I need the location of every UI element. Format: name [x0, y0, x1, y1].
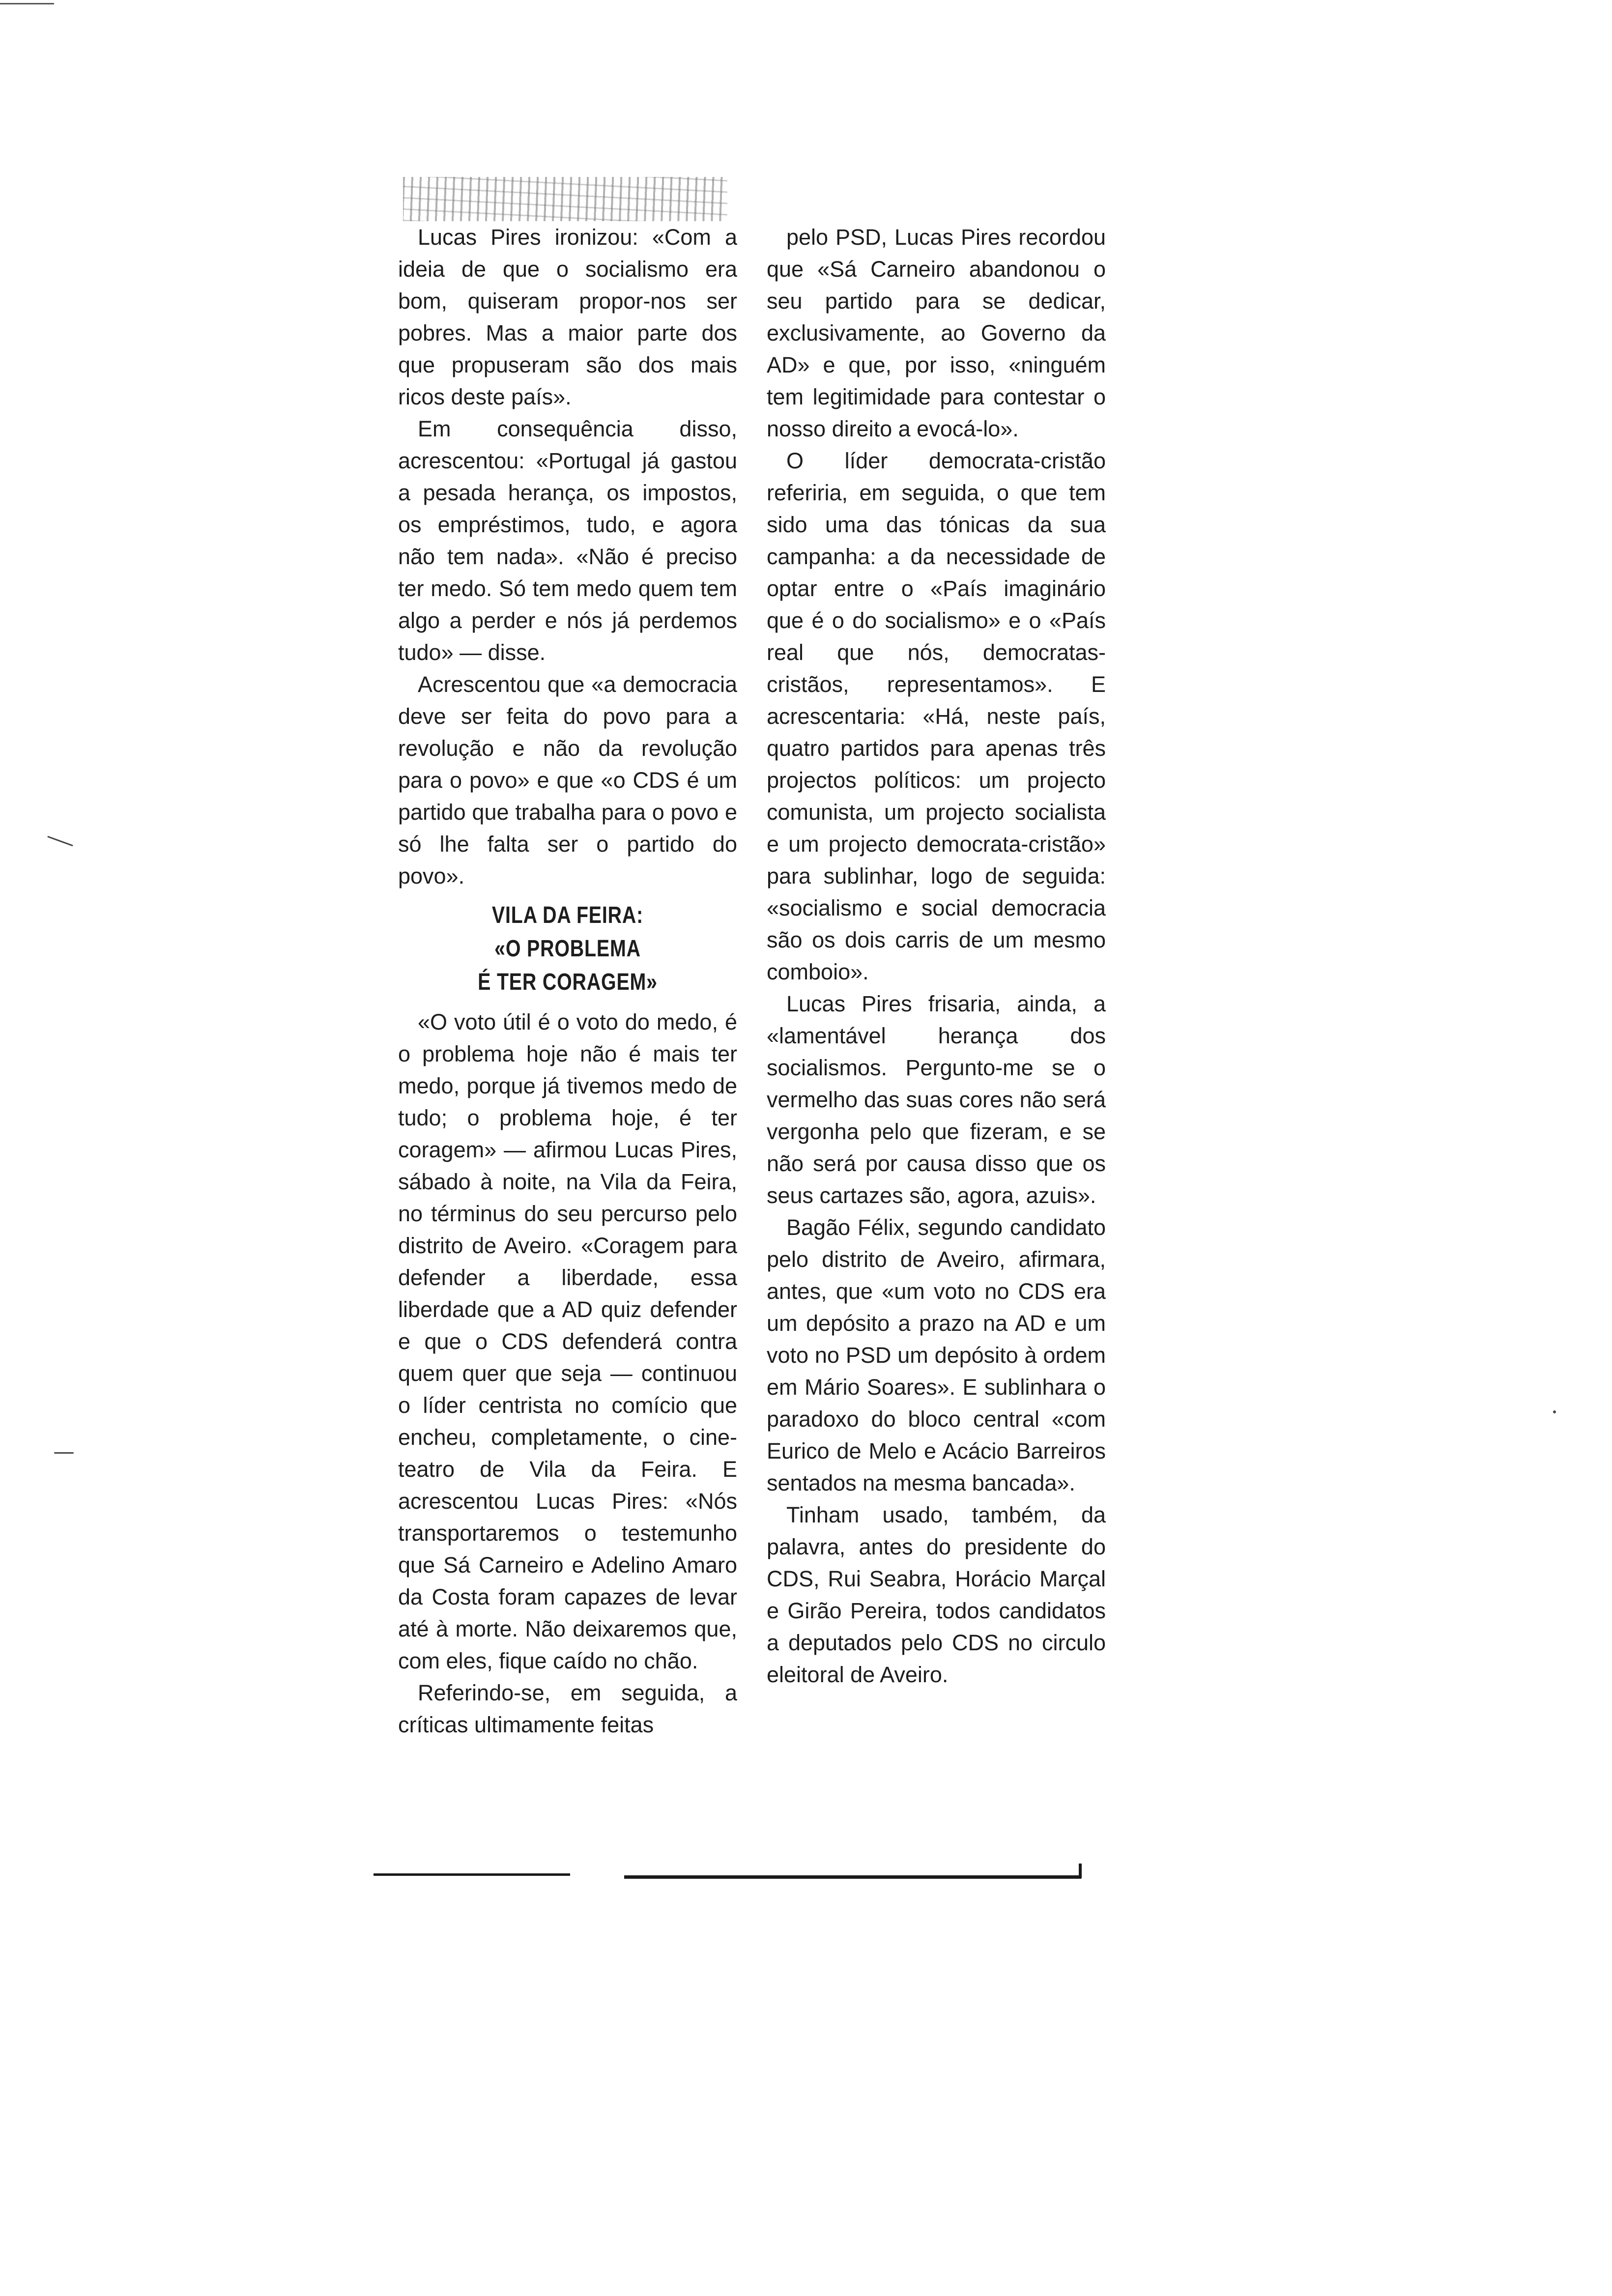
paragraph: pelo PSD, Lucas Pires recordou que «Sá Carneiro abandonou o seu partido para se dedicar, exclusivamente, ao Governo da AD» e que, por isso, «ninguém tem legitimidade para contestar o nosso direito a evocá-lo».: [767, 225, 1106, 441]
paragraph: Referindo-se, em seguida, a críticas ultimamente feitas: [398, 1680, 737, 1737]
paragraph: Bagão Félix, segundo candidato pelo distrito de Aveiro, afirmara, antes, que «um voto no CDS era um depósito a prazo na AD e um voto no PSD um depósito à ordem em Mário Soares». E sublinhara o paradoxo do bloco central «com Eurico de Melo e Acácio Barreiros sentados na mesma bancada».: [767, 1215, 1106, 1495]
newspaper-clipping: [383, 177, 1130, 1877]
subheading: [429, 899, 707, 999]
clipping-top-noise: [403, 177, 727, 221]
paragraph: «O voto útil é o voto do medo, é o problema hoje não é mais ter medo, porque já tivemos medo de tudo; o problema hoje, é ter coragem» — afirmou Lucas Pires, sábado à noite, na Vila da Feira, no términus do seu percurso pelo distrito de Aveiro. «Coragem para defender a liberdade, essa liberdade que a AD quiz defender e que o CDS defenderá contra quem quer que seja — continuou o líder centrista no comício que encheu, completamente, o cine-teatro de Vila da Feira. E acrescentou Lucas Pires: «Nós transportaremos o testemunho que Sá Carneiro e Adelino Amaro da Costa foram capazes de levar até à morte. Não deixaremos que, com eles, fique caído no chão.: [398, 1009, 737, 1673]
left-column: [398, 221, 737, 1741]
right-column: [767, 221, 1106, 1691]
paragraph: Tinham usado, também, da palavra, antes do presidente do CDS, Rui Seabra, Horácio Marçal e Girão Pereira, todos candidatos a deputados pelo CDS no circulo eleitoral de Aveiro.: [767, 1502, 1106, 1687]
paragraph: Lucas Pires frisaria, ainda, a «lamentável herança dos socialismos. Pergunto-me se o vermelho das suas cores não será vergonha pelo que fizeram, e se não será por causa disso que os seus cartazes são, agora, azuis».: [767, 991, 1106, 1208]
subheading-line: É TER CORAGEM»: [478, 969, 658, 995]
subheading-line: «O PROBLEMA: [494, 936, 641, 962]
bottom-rule-end: [1079, 1864, 1082, 1878]
margin-mark: [54, 1452, 74, 1454]
scan-edge-mark: [0, 3, 54, 4]
subheading-line: VILA DA FEIRA:: [491, 902, 644, 928]
paragraph: O líder democrata-cristão referiria, em seguida, o que tem sido uma das tónicas da sua campanha: a da necessidade de optar entre o «País imaginário que é o do socialismo» e o «País real que nós, democratas-cristãos, representamos». E acrescentaria: «Há, neste país, quatro partidos para apenas três projectos políticos: um projecto comunista, um projecto socialista e um projecto democrata-cristão» para sublinhar, logo de seguida: «socialismo e social democracia são os dois carris de um mesmo comboio».: [767, 448, 1106, 984]
bottom-rule: [624, 1875, 1081, 1879]
paragraph: Em consequência disso, acrescentou: «Portugal já gastou a pesada herança, os impostos, os empréstimos, tudo, e agora não tem nada». «Não é preciso ter medo. Só tem medo quem tem algo a perder e nós já perdemos tudo» — disse.: [398, 416, 737, 665]
paragraph: Lucas Pires ironizou: «Com a ideia de que o socialismo era bom, quiseram propor-nos ser pobres. Mas a maior parte dos que propuseram são dos mais ricos deste país».: [398, 225, 737, 409]
bottom-rule: [374, 1873, 570, 1876]
paragraph: Acrescentou que «a democracia deve ser feita do povo para a revolução e não da revolução para o povo» e que «o CDS é um partido que trabalha para o povo e só lhe falta ser o partido do povo».: [398, 672, 737, 889]
margin-mark: [47, 836, 73, 847]
margin-dot: [1553, 1410, 1556, 1413]
